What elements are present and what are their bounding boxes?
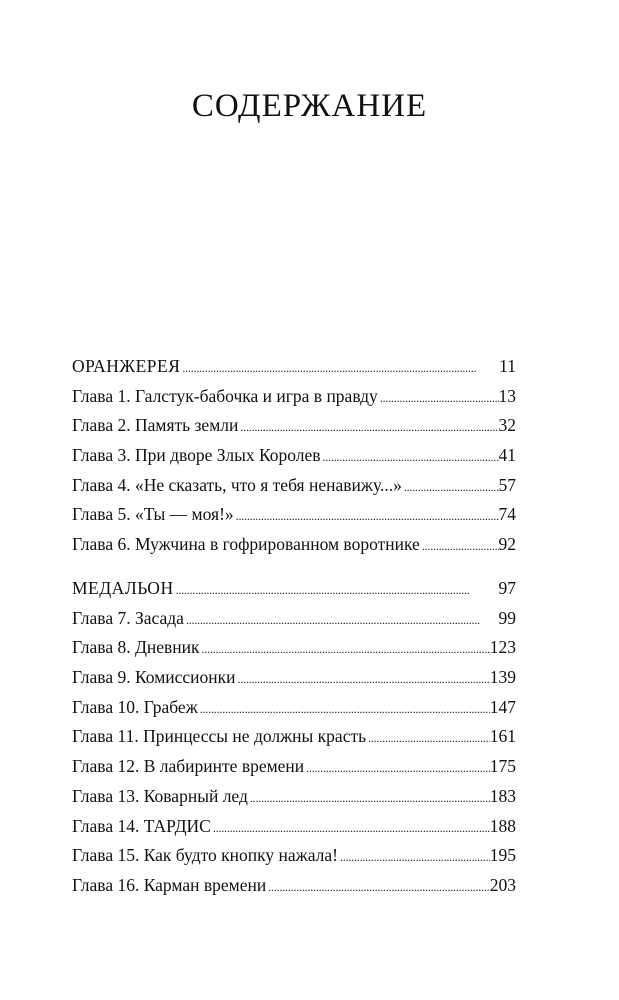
page-number: 41: [498, 445, 516, 466]
chapter-title: Глава 11. Принцессы не должны красть: [72, 726, 367, 747]
page-number: 92: [498, 534, 516, 555]
page-number: 74: [498, 504, 516, 525]
page-number: 175: [489, 756, 516, 777]
page-number: 13: [498, 385, 516, 406]
toc-chapter-entry: [72, 633, 516, 663]
toc-chapter-entry: [72, 663, 516, 693]
dot-leader: [248, 782, 490, 814]
page-number: 123: [489, 637, 516, 658]
chapter-title: Глава 16. Карман времени: [72, 874, 267, 895]
toc-chapter-entry: [72, 752, 516, 782]
toc-chapter-entry: [72, 782, 516, 812]
dot-leader: [338, 841, 490, 873]
toc-part-1: [72, 352, 516, 560]
dot-leader: [402, 471, 499, 503]
chapter-title: Глава 8. Дневник: [72, 637, 200, 658]
page-number: 97: [498, 578, 516, 598]
chapter-title: Глава 7. Засада: [72, 607, 184, 628]
page-number: 203: [489, 874, 516, 895]
toc-chapter-entry: [72, 871, 516, 901]
chapter-title: Глава 4. «Не сказать, что я тебя ненавижу...»: [72, 474, 402, 495]
page-number: 99: [498, 607, 516, 628]
toc-part-entry: [72, 574, 516, 604]
page-number: 139: [489, 667, 516, 688]
page-number: 32: [498, 415, 516, 436]
toc-chapter-entry: [72, 441, 516, 471]
toc-part-entry: [72, 352, 516, 382]
dot-leader: [200, 633, 490, 665]
toc-chapter-entry: [72, 471, 516, 501]
chapter-title: Глава 15. Как будто кнопку нажала!: [72, 845, 338, 866]
contents-heading: СОДЕРЖАНИЕ: [191, 88, 428, 124]
page-number: 188: [489, 815, 516, 836]
dot-leader: [184, 604, 499, 636]
part-title: МЕДАЛЬОН: [72, 578, 174, 598]
toc-chapter-entry: [72, 841, 516, 871]
dot-leader: [266, 871, 490, 903]
toc-chapter-entry: [72, 812, 516, 842]
dot-leader: [180, 352, 499, 384]
chapter-title: Глава 6. Мужчина в гофрированном воротнике: [72, 534, 420, 555]
chapter-title: Глава 12. В лабиринте времени: [72, 756, 305, 777]
chapter-title: Глава 9. Комиссионки: [72, 667, 236, 688]
page-number: 57: [498, 474, 516, 495]
page-number: 147: [489, 696, 516, 717]
dot-leader: [174, 574, 499, 606]
toc-chapter-entry: [72, 500, 516, 530]
chapter-title: Глава 10. Грабеж: [72, 696, 198, 717]
dot-leader: [420, 530, 499, 562]
toc-chapter-entry: [72, 693, 516, 723]
chapter-title: Глава 5. «Ты — моя!»: [72, 504, 234, 525]
dot-leader: [304, 752, 490, 784]
dot-leader: [366, 722, 490, 754]
chapter-title: Глава 1. Галстук-бабочка и игра в правду: [72, 385, 378, 406]
chapter-title: Глава 13. Коварный лед: [72, 785, 248, 806]
dot-leader: [378, 382, 499, 414]
toc-chapter-entry: [72, 411, 516, 441]
toc-part-2: [72, 574, 516, 901]
chapter-title: Глава 14. ТАРДИС: [72, 815, 211, 836]
page-number: 195: [489, 845, 516, 866]
toc-chapter-entry: [72, 382, 516, 412]
toc-chapter-entry: [72, 604, 516, 634]
page-number: 11: [499, 356, 516, 376]
page-number: 183: [489, 785, 516, 806]
toc-chapter-entry: [72, 530, 516, 560]
dot-leader: [238, 411, 498, 443]
dot-leader: [321, 441, 499, 473]
dot-leader: [198, 693, 490, 725]
dot-leader: [234, 500, 499, 532]
part-title: ОРАНЖЕРЕЯ: [72, 356, 181, 376]
dot-leader: [236, 663, 490, 695]
chapter-title: Глава 3. При дворе Злых Королев: [72, 445, 321, 466]
chapter-title: Глава 2. Память земли: [72, 415, 239, 436]
page-number: 161: [489, 726, 516, 747]
toc-chapter-entry: [72, 722, 516, 752]
dot-leader: [211, 812, 490, 844]
